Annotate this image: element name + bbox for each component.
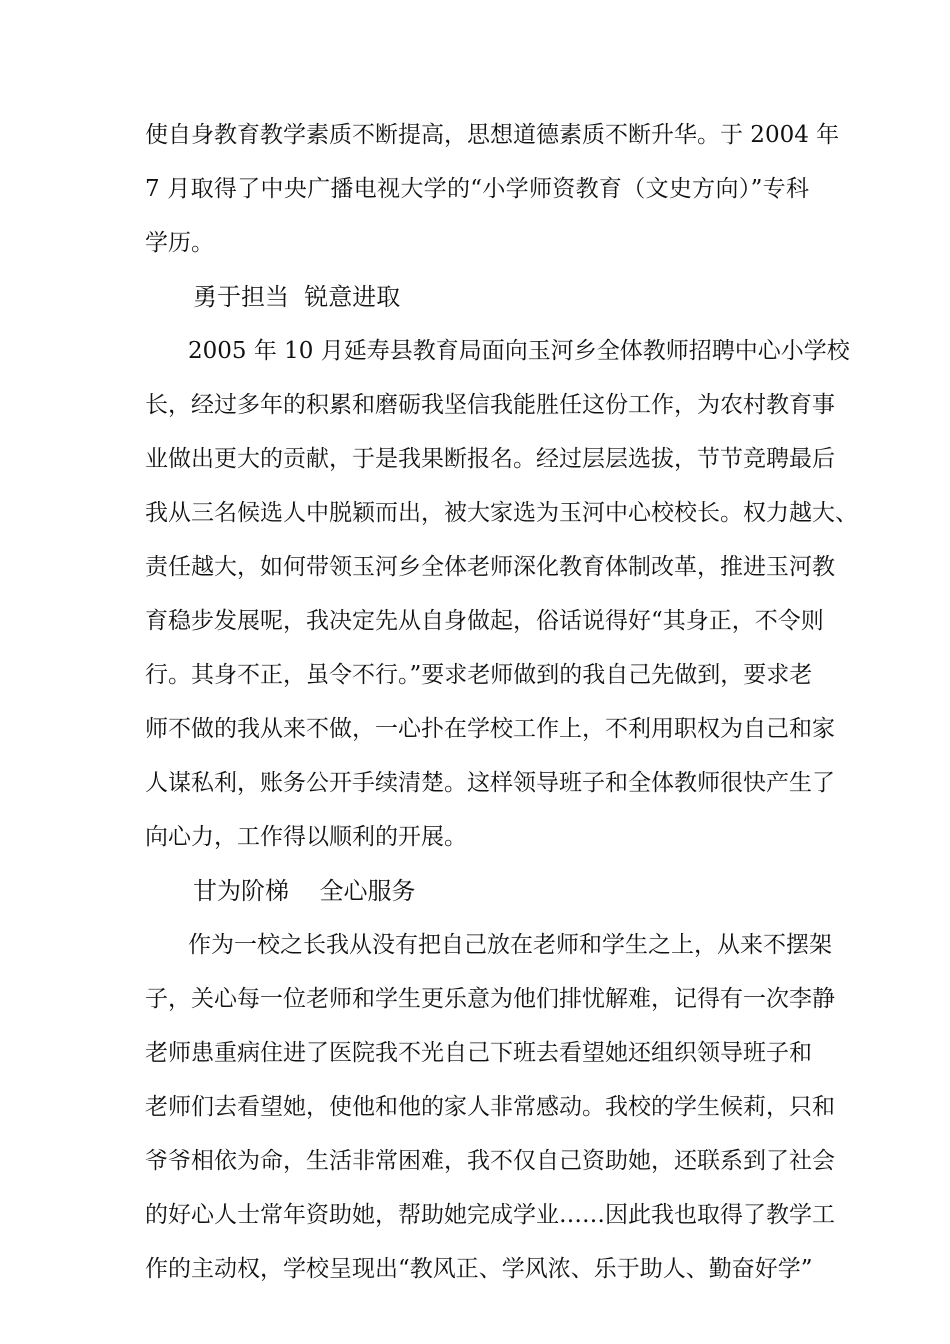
paragraph-3-line-3: 老师患重病住进了医院我不光自己下班去看望她还组织领导班子和 [145,1040,812,1066]
paragraph-3-line-7: 作的主动权，学校呈现出“教风正、学风浓、乐于助人、勤奋好学” [145,1256,813,1282]
section-heading-1: 勇于担当 锐意进取 [193,283,401,311]
paragraph-1-line-1: 使自身教育教学素质不断提高，思想道德素质不断升华。于 2004 年 [145,122,840,148]
paragraph-3-line-1: 作为一校之长我从没有把自己放在老师和学生之上，从来不摆架 [188,932,832,958]
paragraph-1-line-2: 7 月取得了中央广播电视大学的“小学师资教育（文史方向）”专科 [145,176,809,202]
paragraph-2-line-10: 向心力，工作得以顺利的开展。 [145,824,467,850]
paragraph-3-line-6: 的好心人士常年资助她，帮助她完成学业……因此我也取得了教学工 [145,1202,835,1228]
paragraph-2-line-1: 2005 年 10 月延寿县教育局面向玉河乡全体教师招聘中心小学校 [188,338,850,364]
paragraph-2-line-3: 业做出更大的贡献，于是我果断报名。经过层层选拔，节节竞聘最后 [145,446,835,472]
paragraph-2-line-2: 长，经过多年的积累和磨砺我坚信我能胜任这份工作，为农村教育事 [145,392,835,418]
paragraph-2-line-8: 师不做的我从来不做，一心扑在学校工作上，不利用职权为自己和家 [145,716,835,742]
paragraph-2-line-7: 行。其身不正，虽令不行。”要求老师做到的我自己先做到，要求老 [145,662,813,688]
paragraph-1-line-3: 学历。 [145,230,214,256]
paragraph-3-line-5: 爷爷相依为命，生活非常困难，我不仅自己资助她，还联系到了社会 [145,1148,835,1174]
paragraph-2-line-6: 育稳步发展呢，我决定先从自身做起，俗话说得好“其身正，不令则 [145,608,824,634]
paragraph-3-line-4: 老师们去看望她，使他和他的家人非常感动。我校的学生候莉，只和 [145,1094,835,1120]
paragraph-2-line-5: 责任越大，如何带领玉河乡全体老师深化教育体制改革，推进玉河教 [145,554,835,580]
paragraph-2-line-4: 我从三名候选人中脱颖而出，被大家选为玉河中心校校长。权力越大、 [145,500,858,526]
paragraph-2-line-9: 人谋私利，账务公开手续清楚。这样领导班子和全体教师很快产生了 [145,770,835,796]
section-heading-2: 甘为阶梯 全心服务 [193,877,416,905]
paragraph-3-line-2: 子，关心每一位老师和学生更乐意为他们排忧解难，记得有一次李静 [145,986,835,1012]
